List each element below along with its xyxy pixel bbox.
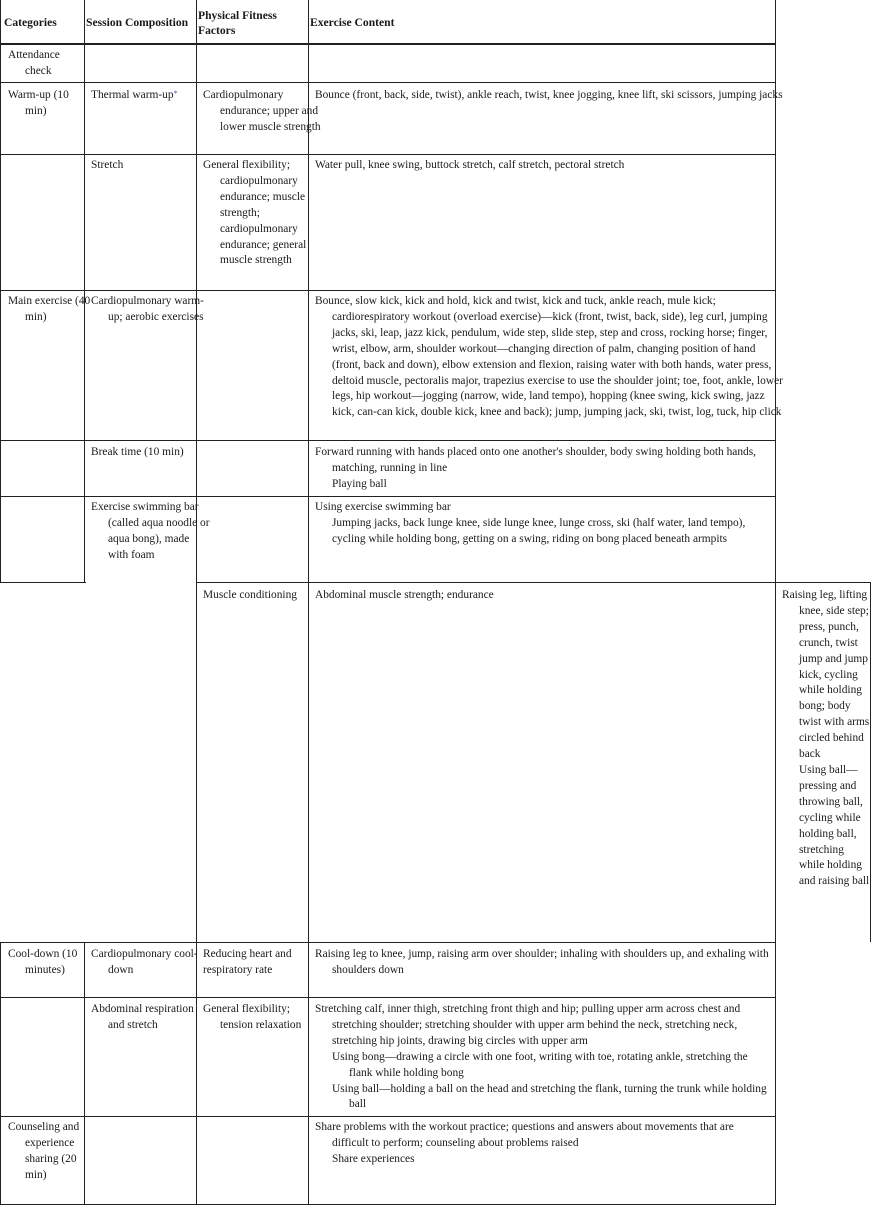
session-exercise-swimming-bar: Exercise swimming bar (called aqua noodle or aqua bong), made with foam [91,501,210,561]
header-exercise-content: Exercise Content [310,16,395,29]
rule [0,154,776,155]
category-counseling: Counseling and experience sharing (20 min) [8,1121,80,1181]
content-muscle-conditioning [782,588,870,890]
category-warm-up: Warm-up (10 min) [8,89,69,117]
factors-thermal-warm-up: Cardiopulmonary endurance; upper and lower muscle strength [203,89,321,133]
content-abdominal-respiration [315,1002,773,1113]
rule [870,582,871,942]
content-exercise-swimming-bar [315,500,767,548]
header-categories: Categories [4,16,57,29]
header-session-composition: Session Composition [86,16,189,29]
rule [0,942,776,943]
factors-stretch: General flexibility; cardiopulmonary endurance; muscle strength; cardiopulmonary endurance; general muscle strength [203,159,307,267]
header-physical-fitness-factors: Physical Fitness Factors [198,9,277,37]
category-cool-down: Cool-down (10 minutes) [8,948,78,976]
content-line: Using ball—holding a ball on the head and stretching the flank, turning the trunk while holding ball [332,1082,767,1111]
content-line: Using bong—drawing a circle with one foot, writing with toe, rotating ankle, stretching the flank while holding bong [332,1050,748,1079]
session-stretch: Stretch [91,159,124,171]
content-thermal-warm-up: Bounce (front, back, side, twist), ankle reach, twist, knee jogging, knee lift, ski scissors, jumping jacks [315,89,783,101]
rule [0,582,86,583]
rule [0,82,776,83]
content-line: Share problems with the workout practice; questions and answers about movements that are difficult to perform; counseling about problems raised [315,1121,734,1149]
session-cardiopulmonary-warm-up: Cardiopulmonary warm-up; aerobic exercises [91,295,204,323]
content-cardiopulmonary-cool-down: Raising leg to knee, jump, raising arm over shoulder; inhaling with shoulders up, and exhaling with shoulders down [315,948,769,976]
content-line: Share experiences [332,1152,415,1165]
category-main-exercise: Main exercise (40 min) [8,295,91,323]
rule [0,440,776,441]
content-line: Using exercise swimming bar [315,501,451,513]
rule [0,997,776,998]
factors-abdominal-respiration: General flexibility; tension relaxation [203,1003,302,1031]
content-stretch: Water pull, knee swing, buttock stretch, calf stretch, pectoral stretch [315,159,625,171]
content-line: Playing ball [332,477,387,490]
content-line: Raising leg, lifting knee, side step; press, punch, crunch, twist jump and jump kick, cycling while holding bong; body twist with arms circled behind back [782,589,870,761]
content-line: Stretching calf, inner thigh, stretching front thigh and hip; pulling upper arm across chest and stretching shoulder; stretching shoulder with upper arm behind the neck, stretching neck, stretching hip joints, drawing big circles with upper arm [315,1003,741,1047]
rule-header-bottom [0,43,776,45]
content-cardiopulmonary-warm-up: Bounce, slow kick, kick and hold, kick and twist, kick and tuck, ankle reach, mule kick; cardiorespiratory workout (overload exercise)—kick (front, twist, back, side), leg curl, jumping jacks, ski, leap, jazz kick, pendulum, wide step, slide step, step and cross, rocking horse; finger, wrist, elbow, arm, shoulder workout—changing direction of palm, changing position of hand (front, back and down), elbow extension and flexion, raising water with both hands, water press, deltoid muscle, pectoralis major, trapezius exercise to use the shoulder joint; toe, foot, ankle, lower legs, hip workout—jogging (narrow, wide, land tempo), hopping (knee swing, kick swing, jazz kick, can-can kick, double kick, knee and back); jump, jumping jack, ski, twist, log, tuck, hip click [315,295,783,419]
content-line: Forward running with hands placed onto one another's shoulder, body swing holding both hands, matching, running in line [315,446,757,474]
session-abdominal-respiration: Abdominal respiration and stretch [91,1003,194,1031]
rule [775,0,776,1205]
session-cardiopulmonary-cool-down: Cardiopulmonary cool-down [91,948,198,976]
category-attendance-check: Attendance check [8,49,60,77]
footnote-marker: * [173,89,178,98]
session-break-time: Break time (10 min) [91,446,184,458]
rule [0,496,776,497]
content-counseling [315,1120,769,1168]
session-label: Thermal warm-up [91,89,174,101]
rule [196,582,871,583]
rule [0,0,1,582]
rule [0,290,776,291]
content-line: Jumping jacks, back lunge knee, side lunge knee, lunge cross, ski (half water, land tempo), cycling while holding bong, getting on a swing, riding on bong placed beneath armpits [332,516,746,545]
content-line: Using ball—pressing and throwing ball, cycling while holding ball, stretching while holding and raising ball [799,763,870,888]
rule [0,1204,776,1205]
rule [0,942,1,1205]
session-thermal-warm-up [91,88,195,104]
rule [0,1116,776,1117]
factors-cardiopulmonary-cool-down: Reducing heart and respiratory rate [203,948,292,976]
factors-muscle-conditioning: Abdominal muscle strength; endurance [315,589,494,601]
session-muscle-conditioning: Muscle conditioning [203,589,297,601]
content-break-time [315,445,767,493]
